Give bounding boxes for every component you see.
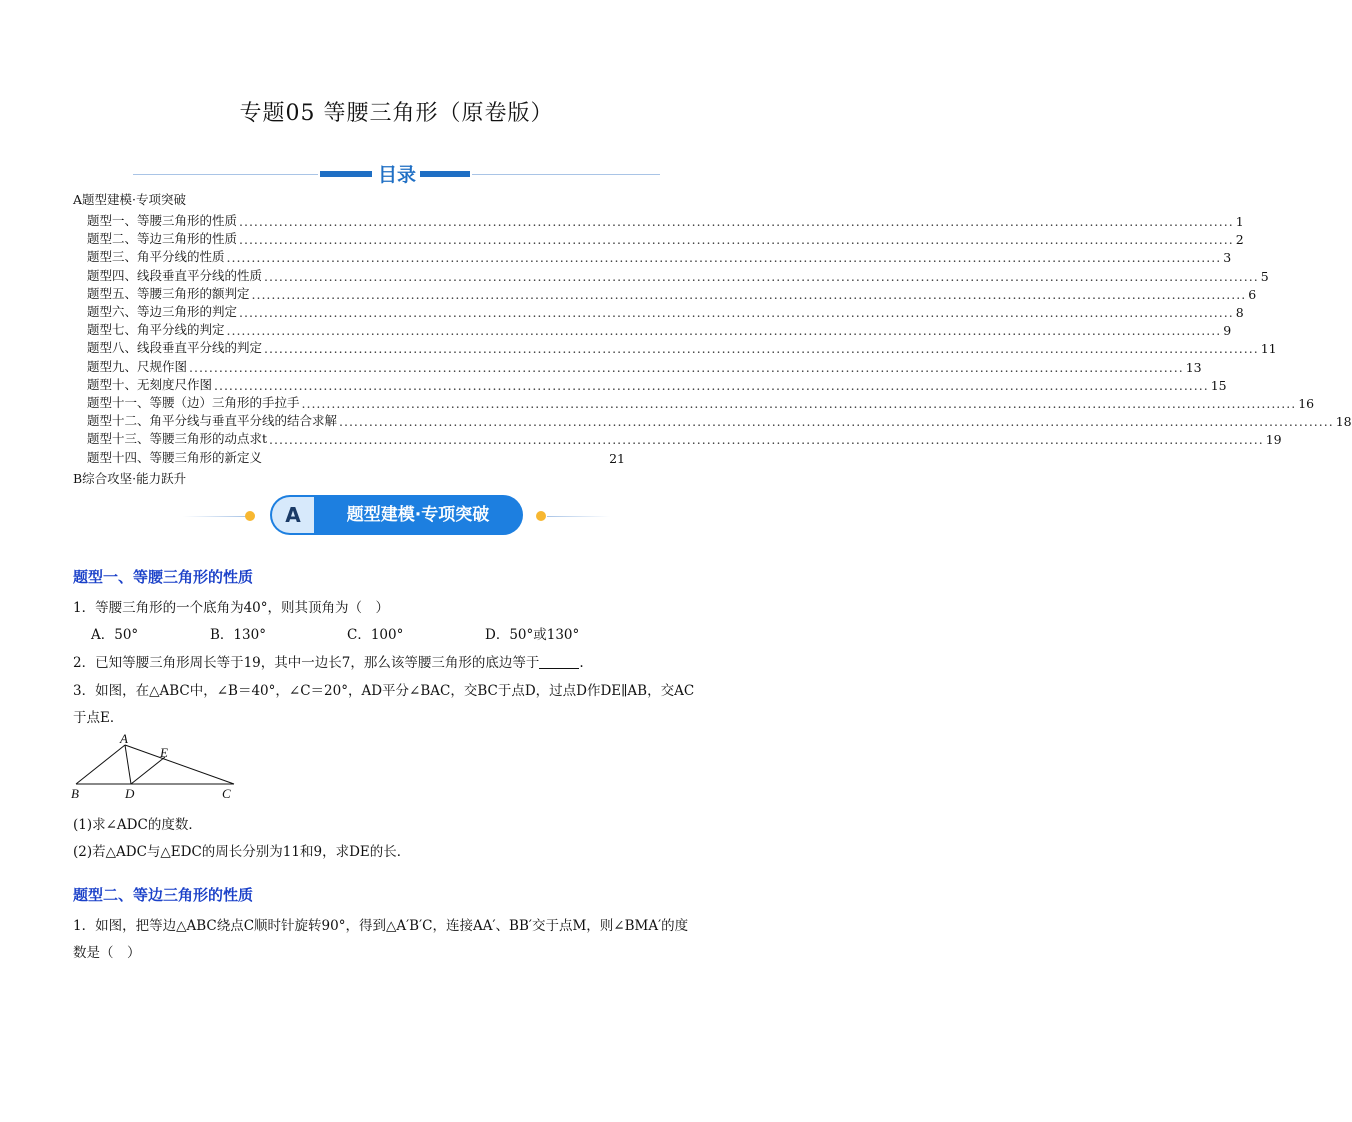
label-point-d: D xyxy=(125,786,135,801)
toc-label: 目录 xyxy=(377,164,416,186)
q3-line2: 于点E． xyxy=(73,710,124,726)
s2-q1-line1: 1．如图，把等边△ABC绕点C顺时针旋转90°，得到△A′B′C，连接AA′、BB′交于点M，则∠BMA′的度 xyxy=(73,918,689,934)
toc-item-page: 18 xyxy=(1335,414,1352,430)
toc-item-page: 21 xyxy=(609,450,625,466)
q1-option-d: D．50°或130° xyxy=(485,627,580,643)
q3-sub2: (2)若△ADC与△EDC的周长分别为11和9，求DE的长． xyxy=(73,844,411,860)
toc-item-label: 题型四、线段垂直平分线的性质 xyxy=(87,267,263,283)
toc-item-label: 题型一、等腰三角形的性质 xyxy=(87,213,238,228)
q1-option-c: C．100° xyxy=(347,627,404,643)
toc-item-label: 题型十三、等腰三角形的动点求t xyxy=(87,431,268,447)
toc-item-label: 题型八、线段垂直平分线的判定 xyxy=(87,340,263,356)
toc-item[interactable] xyxy=(87,411,1352,430)
toc-bar-left xyxy=(320,171,372,177)
toc-item-page: 11 xyxy=(1260,341,1277,357)
toc-item-page: 15 xyxy=(1210,377,1227,393)
toc-item[interactable] xyxy=(87,266,1269,284)
toc-item-page: 16 xyxy=(1298,396,1315,411)
toc-item-label: 题型七、角平分线的判定 xyxy=(87,322,225,338)
segment-de xyxy=(131,757,165,784)
toc-item[interactable] xyxy=(87,357,1202,375)
toc-item[interactable] xyxy=(87,320,1232,339)
toc-leader-dots: ........................................................................................................................................................................................................ xyxy=(239,232,1234,248)
q2-answer-blank xyxy=(539,654,579,669)
toc-leader-dots: ........................................................................................................................................................................................................ xyxy=(214,377,1209,393)
toc-item[interactable] xyxy=(87,375,1227,393)
toc-item-page: 19 xyxy=(1265,432,1282,448)
toc-item-page: 8 xyxy=(1235,305,1244,320)
toc-item-page: 5 xyxy=(1260,268,1269,284)
triangle-figure xyxy=(68,732,238,808)
toc-item[interactable] xyxy=(87,338,1277,357)
label-point-b: B xyxy=(71,786,79,801)
toc-item-label: 题型十二、角平分线与垂直平分线的结合求解 xyxy=(87,413,338,429)
toc-item[interactable] xyxy=(87,393,1315,411)
toc-item[interactable] xyxy=(87,229,1244,248)
section-heading-1: 题型一、等腰三角形的性质 xyxy=(73,568,254,586)
banner-letter: A xyxy=(272,497,314,533)
toc-section-b[interactable]: B综合攻坚·能力跃升 xyxy=(73,471,187,486)
q2-text xyxy=(73,651,584,671)
q1-option-b: B．130° xyxy=(210,627,266,643)
q3-line1: 3．如图，在△ABC中，∠B＝40°，∠C＝20°，AD平分∠BAC，交BC于点D，过点D作DE∥AB，交AC xyxy=(73,683,695,699)
toc-leader-dots: ........................................................................................................................................................................................................ xyxy=(226,250,1222,266)
toc-leader-dots: ........................................................................................................................................................................................................ xyxy=(239,305,1234,320)
section-heading-2: 题型二、等边三角形的性质 xyxy=(73,886,254,904)
toc-item[interactable] xyxy=(87,448,625,466)
banner-text: 题型建模·专项突破 xyxy=(346,505,490,525)
banner-rule-left xyxy=(183,516,246,517)
toc-leader-dots: ........................................................................................................................................................................................................ xyxy=(264,341,1259,357)
toc-item-page: 6 xyxy=(1248,286,1257,302)
toc-item[interactable] xyxy=(87,284,1257,302)
q1-option-a: A．50° xyxy=(91,627,139,643)
toc-rule-left xyxy=(133,174,318,175)
toc-leader-dots: ........................................................................................................................................................................................................ xyxy=(339,414,1334,430)
toc-item-page: 3 xyxy=(1223,250,1232,266)
q2-before: 2．已知等腰三角形周长等于19，其中一边长7，那么该等腰三角形的底边等于 xyxy=(73,655,540,671)
banner-dot-left xyxy=(245,511,255,521)
toc-leader-dots: ........................................................................................................................................................................................................ xyxy=(301,396,1297,411)
page-title: 专题05 等腰三角形（原卷版） xyxy=(239,101,554,126)
toc-item-label: 题型二、等边三角形的性质 xyxy=(87,231,238,247)
q3-sub1: (1)求∠ADC的度数． xyxy=(73,817,202,833)
toc-leader-dots: ........................................................................................................................................................................................................ xyxy=(251,286,1247,302)
toc-leader-dots: ........................................................................................................................................................................................................ xyxy=(226,323,1222,339)
segment-ab xyxy=(76,745,125,784)
toc-item-label: 题型十、无刻度尺作图 xyxy=(87,376,213,392)
segment-ad xyxy=(125,745,131,784)
toc-rule-right xyxy=(472,174,660,175)
toc-section-a[interactable]: A题型建模·专项突破 xyxy=(73,192,187,207)
banner-dot-right xyxy=(536,511,546,521)
toc-leader-dots: ........................................................................................................................................................................................................ xyxy=(189,359,1184,375)
label-point-e: E xyxy=(160,745,168,760)
toc-leader-dots: ........................................................................................................................................................................................................ xyxy=(269,432,1264,448)
toc-item-page: 1 xyxy=(1235,214,1244,229)
toc-leader-dots: ........................................................................................................................................................................................................ xyxy=(239,214,1234,229)
toc-item[interactable] xyxy=(87,211,1244,229)
toc-item-label: 题型五、等腰三角形的额判定 xyxy=(87,285,250,301)
toc-item[interactable] xyxy=(87,429,1282,448)
toc-leader-dots: ........................................................................................................................................................................................................ xyxy=(264,268,1259,284)
toc-item[interactable] xyxy=(87,302,1244,320)
s2-q1-line2: 数是（ ） xyxy=(73,945,141,961)
toc-item-label: 题型九、尺规作图 xyxy=(87,358,188,374)
banner-rule-right xyxy=(547,516,610,517)
label-point-a: A xyxy=(120,731,128,746)
toc-item-page: 13 xyxy=(1185,359,1202,375)
toc-item-label: 题型三、角平分线的性质 xyxy=(87,249,225,265)
q2-after: . xyxy=(579,655,584,671)
toc-item-page: 2 xyxy=(1235,232,1244,248)
q1-stem: 1．等腰三角形的一个底角为40°，则其顶角为（ ） xyxy=(73,600,390,616)
toc-bar-right xyxy=(420,171,470,177)
toc-item-label: 题型六、等边三角形的判定 xyxy=(87,304,238,319)
toc-item-label: 题型十一、等腰（边）三角形的手拉手 xyxy=(87,395,300,410)
toc-item-page: 9 xyxy=(1223,323,1232,339)
label-point-c: C xyxy=(222,786,231,801)
toc-item[interactable] xyxy=(87,247,1232,266)
toc-item-label: 题型十四、等腰三角形的新定义 xyxy=(87,449,263,465)
segment-ac xyxy=(125,745,234,784)
